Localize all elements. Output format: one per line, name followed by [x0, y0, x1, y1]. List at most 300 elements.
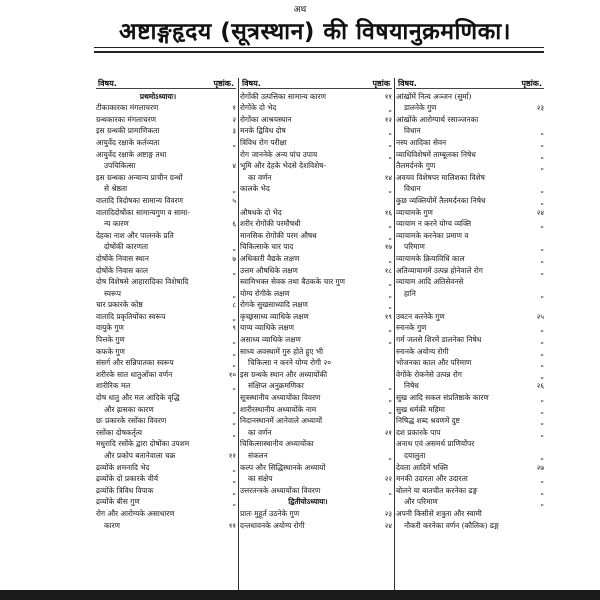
entry-page-number: „: [232, 499, 236, 508]
index-entry: [396, 484, 544, 496]
entry-page-number: „: [232, 348, 236, 357]
index-entry: [240, 519, 392, 531]
entry-subject: औषधके दो भेद: [240, 207, 282, 217]
entry-page-number: „: [232, 464, 236, 473]
entry-subject: रसोंका दोषकर्तृत्व: [96, 427, 142, 437]
entry-page-number: „: [232, 418, 236, 427]
index-columns: [96, 78, 544, 596]
index-entry: [96, 113, 236, 125]
index-entry: [96, 415, 236, 427]
index-entry: [96, 473, 236, 485]
entry-page-number: ५: [232, 196, 236, 205]
entry-subject: व्याधिविशेषमें ताम्बूलका निषेध: [396, 149, 476, 159]
entry-page-number: „: [540, 406, 544, 415]
entry-page-number: ८: [232, 301, 236, 310]
entry-subject: से श्रेष्ठता: [104, 184, 128, 194]
entry-subject: सुख आदि सकल संप्रतिष्ठाके कारण: [396, 393, 489, 403]
entry-page-number: „: [540, 487, 544, 496]
index-entry: [96, 125, 236, 137]
entry-page-number: „: [540, 151, 544, 160]
entry-subject: व्यायामके गुण: [396, 207, 433, 217]
entry-subject: द्रव्योंके दो प्रकारके वीर्य: [96, 474, 159, 484]
entry-subject: रोगोंकी उत्पत्तिका सामान्य कारण: [240, 91, 326, 101]
entry-page-number: २१: [384, 428, 392, 437]
index-column-1: [96, 78, 236, 596]
entry-page-number: ११: [384, 92, 392, 101]
index-entry: [96, 171, 236, 183]
index-entry: [240, 333, 392, 345]
entry-subject: और परिमाण: [404, 497, 438, 507]
page-title: अष्टाङ्गहृदय (सूत्रस्थान) की विषयानुक्रमणिका।: [119, 19, 511, 45]
entry-subject: अधिकारी वैद्यके लक्षण: [240, 253, 300, 263]
index-entry: [396, 264, 544, 276]
entry-subject: डालनेके गुण: [404, 103, 437, 113]
index-entry: [396, 113, 544, 125]
index-entry: [396, 171, 544, 183]
entry-list: [96, 90, 236, 531]
entry-page-number: „: [232, 290, 236, 299]
index-entry: [396, 322, 544, 334]
index-entry: [396, 473, 544, 485]
entry-page-number: „: [388, 290, 392, 299]
entry-subject: उपचिकित्सा: [104, 161, 136, 171]
entry-page-number: „: [388, 395, 392, 404]
index-entry: [240, 473, 392, 485]
entry-subject: मधुरादि रसोंके द्वारा दोषोंका उपशम: [96, 439, 190, 449]
entry-list: [240, 90, 392, 531]
heading-subject: विषय.: [398, 79, 417, 88]
entry-page-number: ३: [232, 127, 236, 136]
index-column-2: [240, 78, 392, 596]
entry-page-number: „: [388, 453, 392, 461]
index-entry: [96, 136, 236, 148]
index-entry: [240, 148, 392, 160]
entry-subject: निषेध: [404, 381, 419, 391]
entry-subject: न्य कारण: [104, 219, 129, 229]
entry-subject: का वर्णन: [248, 427, 272, 437]
index-column-3: [396, 78, 544, 596]
index-entry: [240, 276, 392, 288]
index-entry: [96, 299, 236, 311]
title-double-rule: [94, 51, 544, 53]
index-entry: [96, 333, 236, 345]
entry-subject: व्यायाम आदि अतिसेवनसे: [396, 277, 464, 287]
index-entry: [396, 252, 544, 264]
entry-subject: कफके गुण: [96, 346, 125, 356]
index-entry: [96, 507, 236, 519]
index-entry: [396, 299, 544, 311]
entry-subject: रोगोंके दो भेद: [240, 103, 277, 113]
index-entry: [96, 102, 236, 114]
entry-subject: दोषोंके निवास स्थान: [96, 253, 149, 263]
index-entry: [396, 194, 544, 206]
entry-page-number: „: [540, 395, 544, 404]
entry-subject: वातादि त्रिदोषका सामान्य विवरण: [96, 195, 183, 205]
entry-page-number: „: [388, 128, 392, 137]
scan-bottom-edge: [0, 590, 600, 600]
entry-subject: द्रव्योंके बीस गुण: [96, 497, 140, 507]
entry-page-number: १०: [228, 370, 236, 379]
index-entry: [396, 90, 544, 102]
index-entry: [96, 357, 236, 369]
entry-page-number: „: [232, 476, 236, 485]
index-entry: [96, 252, 236, 264]
entry-subject: रोगोंका आश्रयस्थान: [240, 114, 292, 124]
entry-subject: भूमि और देहके भेदसे देशविशेष-: [240, 161, 327, 171]
index-entry: [396, 357, 544, 369]
entry-subject: स्नानके अयोग्य रोगी: [396, 346, 449, 356]
index-entry: [396, 276, 544, 288]
entry-page-number: २७: [536, 463, 544, 472]
entry-subject: स्नानके गुण: [396, 323, 427, 333]
entry-subject: विधान: [404, 126, 421, 136]
entry-page-number: २२: [384, 475, 392, 484]
column-heading: [240, 78, 392, 89]
entry-subject: उबटन करनेके गुण: [396, 311, 445, 321]
index-entry: [240, 322, 392, 334]
entry-subject: आयुर्वेद रक्षाके अष्टाङ्ग तथा: [96, 149, 167, 159]
index-entry: [240, 218, 392, 230]
entry-subject: हानि: [404, 288, 416, 298]
entry-subject: इस ग्रन्थकी प्रामाणिकता: [96, 126, 160, 136]
entry-subject: योग्य रोगीके लक्षण: [240, 288, 290, 298]
index-entry: [240, 403, 392, 415]
index-entry: [96, 183, 236, 195]
entry-subject: दोषोंके निवास काल: [96, 265, 149, 275]
entry-page-number: २३: [536, 104, 544, 113]
entry-page-number: „: [388, 383, 392, 392]
index-entry: [240, 125, 392, 137]
index-entry: [396, 160, 544, 172]
entry-subject: दयालुता: [404, 451, 426, 460]
entry-page-number: „: [540, 139, 544, 148]
entry-subject: शारीरस्थानीय अध्यायोंके नाम: [240, 404, 317, 414]
entry-subject: विधान: [404, 184, 421, 194]
index-entry: [396, 241, 544, 253]
index-entry: [96, 438, 236, 450]
entry-page-number: „: [540, 348, 544, 357]
entry-subject: व्यायामके करनेका प्रमाण व: [396, 230, 469, 240]
entry-page-number: १६: [384, 208, 392, 217]
entry-page-number: „: [232, 406, 236, 415]
entry-page-number: „: [388, 337, 392, 346]
index-entry: [96, 206, 236, 218]
entry-subject: याप्य व्याधिके लक्षण: [240, 323, 294, 333]
entry-page-number: „: [540, 244, 544, 253]
entry-subject: संकलन: [248, 451, 268, 460]
entry-subject: शारीरिक मल: [96, 381, 131, 391]
entry-subject: का संक्षेप: [248, 474, 273, 484]
entry-subject: स्वरूप: [104, 288, 121, 298]
index-entry: [240, 194, 392, 206]
entry-page-number: २४: [536, 208, 544, 217]
entry-subject: आयुर्वेद रक्षाके कर्तव्यता: [96, 137, 160, 147]
entry-subject: प्रथमोऽध्यायः।: [139, 91, 177, 101]
index-entry: [96, 403, 236, 415]
entry-page-number: „: [540, 429, 544, 438]
entry-subject: द्रव्योंके त्रिविध विपाक: [96, 485, 154, 495]
entry-list: [396, 90, 544, 531]
index-entry: [240, 310, 392, 322]
entry-page-number: „: [388, 105, 392, 114]
index-entry: [240, 415, 392, 427]
entry-subject: निदानस्थानमें आनेवाले अध्यायों: [240, 416, 323, 426]
index-entry: [396, 206, 544, 218]
entry-page-number: २६: [536, 382, 544, 391]
entry-subject: व्यायामके क्रियाविधि काल: [396, 253, 465, 263]
index-entry: [96, 160, 236, 172]
entry-page-number: „: [232, 429, 236, 438]
entry-page-number: „: [388, 487, 392, 496]
entry-page-number: „: [388, 151, 392, 160]
entry-subject: ग्रन्थकारका मंगलाचरण: [96, 114, 156, 124]
entry-subject: दश प्रकारके पाप: [396, 427, 441, 437]
index-entry: [396, 310, 544, 322]
index-entry: [396, 449, 544, 461]
column-heading: [396, 78, 544, 89]
entry-page-number: ६: [232, 220, 236, 229]
index-entry: [96, 368, 236, 380]
entry-subject: परिमाण: [404, 242, 425, 252]
entry-subject: देवता आदिमें भक्ति: [396, 462, 448, 472]
index-entry: [240, 426, 392, 438]
index-entry: [396, 415, 544, 427]
entry-page-number: „: [540, 163, 544, 172]
entry-page-number: १४: [384, 173, 392, 182]
index-entry: [240, 507, 392, 519]
entry-subject: नस्य आदिका सेवन: [396, 137, 447, 147]
index-entry: [396, 496, 544, 508]
entry-subject: स्वामिभक्त सेवक तथा बैठकके चार गुण: [240, 277, 345, 287]
index-entry: [396, 403, 544, 415]
index-entry: [96, 391, 236, 403]
entry-subject: अवयव विशेषपर मालिशका विशेष: [396, 172, 485, 182]
entry-subject: कल्प और सिद्धिस्थानके अध्यायों: [240, 462, 326, 472]
entry-subject: दोष धातु और मल आदिके वृद्धि: [96, 393, 180, 403]
header-small-word: अथ: [293, 5, 307, 15]
entry-subject: शरीरके सात धातुओंका वर्णन: [96, 369, 173, 379]
entry-subject: और ह्रासका कारण: [104, 404, 154, 414]
entry-subject: इस ग्रन्थके स्थान और अध्यायोंकी: [240, 369, 328, 379]
entry-subject: रोग जाननेके अन्य पांच उपाय: [240, 149, 318, 159]
entry-subject: छः प्रकारके रसोंका विवरण: [96, 416, 167, 426]
entry-page-number: „: [540, 499, 544, 508]
entry-page-number: „: [540, 186, 544, 195]
index-entry: [96, 461, 236, 473]
entry-subject: द्रव्योंके शमनादि भेद: [96, 462, 150, 472]
heading-page: पृष्ठांक: [372, 79, 390, 88]
index-entry: [240, 368, 392, 380]
column-divider: [394, 78, 395, 596]
entry-subject: वेगोंके रोकनेसे उत्पन्न रोग: [396, 369, 462, 379]
index-entry: [96, 322, 236, 334]
entry-subject: आंखोंके आरोग्यार्थ रसाञ्जनका: [396, 114, 479, 124]
index-entry: [96, 276, 236, 288]
entry-page-number: „: [232, 383, 236, 392]
entry-subject: उत्तरतन्त्रके अध्यायोंका विवरण: [240, 485, 321, 495]
entry-subject: दोष विशेषसे आहारादिका विशेषादि: [96, 277, 189, 287]
entry-page-number: „: [540, 325, 544, 334]
entry-subject: प्रातः मुहूर्त उठनेके गुण: [240, 508, 300, 518]
index-entry: [396, 438, 544, 450]
entry-subject: वातादि प्रकृतियोंका स्वरूप: [96, 311, 166, 321]
entry-page-number: „: [540, 453, 544, 461]
index-entry: [240, 391, 392, 403]
entry-subject: मानसिक रोगोंकी परम औषध: [240, 230, 317, 240]
index-entry: [396, 345, 544, 357]
index-entry: [240, 438, 392, 450]
entry-page-number: ११: [228, 452, 236, 460]
index-entry: [240, 287, 392, 299]
index-entry: [240, 183, 392, 195]
entry-subject: गर्म जलसे शिरमें डालनेका निषेध: [396, 335, 482, 345]
index-entry: [96, 310, 236, 322]
index-entry: [396, 218, 544, 230]
heading-page: पृष्ठांक.: [521, 79, 542, 88]
entry-page-number: „: [540, 371, 544, 380]
entry-subject: आंखोंमें नित्य अञ्जन (सुर्मा): [396, 91, 472, 101]
index-entry: [396, 229, 544, 241]
index-entry: [240, 357, 392, 369]
entry-page-number: १२: [384, 115, 392, 124]
entry-page-number: ९: [232, 324, 236, 333]
index-entry: [240, 136, 392, 148]
index-entry: [96, 194, 236, 206]
index-entry: [396, 148, 544, 160]
entry-subject: त्रिविध रोग परीक्षा: [240, 137, 287, 147]
entry-page-number: २३: [384, 509, 392, 518]
entry-subject: कालके भेद: [240, 184, 270, 194]
entry-subject: सुख धर्मकी महिमा: [396, 404, 445, 414]
entry-page-number: „: [232, 267, 236, 276]
index-entry: [240, 484, 392, 496]
entry-page-number: „: [232, 139, 236, 148]
entry-page-number: „: [540, 255, 544, 264]
entry-subject: चिकित्सास्थानीय अध्यायोंका: [240, 439, 314, 449]
index-entry: [396, 461, 544, 473]
entry-subject: असाध्य व्याधिके लक्षण: [240, 335, 301, 345]
entry-page-number: „: [388, 325, 392, 334]
index-entry: [96, 264, 236, 276]
entry-subject: रोगके सुखसाध्यादि लक्षण: [240, 300, 308, 310]
entry-subject: चार प्रकारके कोष्ठ: [96, 300, 143, 310]
heading-page: पृष्ठांक.: [213, 79, 234, 88]
entry-page-number: „: [232, 337, 236, 346]
entry-subject: रोग और आरोग्यके असाधारण: [96, 508, 175, 518]
entry-subject: चिकित्साके चार पाद: [240, 242, 294, 252]
entry-subject: वातादिदोषोंका सामान्यगुण व सामा-: [96, 207, 190, 217]
index-entry: [396, 287, 544, 299]
index-entry: [396, 507, 544, 519]
entry-page-number: „: [232, 313, 236, 322]
entry-subject: अनाथ एवं असमर्थ प्राणियोंपर: [396, 439, 475, 449]
entry-page-number: „: [540, 267, 544, 276]
entry-subject: अपनी किसीसे शत्रुता और स्वामी: [396, 508, 482, 518]
entry-page-number: ७: [232, 254, 236, 263]
entry-subject: नौकरी करनेका वर्णन (कौलिक) ढङ्ग: [404, 520, 499, 530]
index-entry: [396, 102, 544, 114]
entry-page-number: „: [388, 232, 392, 241]
entry-subject: तैलमर्दनके गुण: [396, 161, 436, 171]
entry-page-number: „: [540, 476, 544, 485]
entry-subject: का वर्णन: [248, 172, 272, 182]
heading-subject: विषय.: [242, 79, 261, 88]
entry-page-number: „: [540, 221, 544, 230]
entry-page-number: „: [388, 139, 392, 148]
entry-page-number: „: [232, 244, 236, 253]
index-entry: [96, 449, 236, 461]
index-entry: [240, 206, 392, 218]
entry-page-number: „: [388, 406, 392, 415]
entry-subject: दन्तधावनके अयोग्य रोगी: [240, 520, 305, 530]
entry-subject: अतिव्यायाममें उत्पन्न होनेवाले रोग: [396, 265, 483, 275]
index-entry: [396, 183, 544, 195]
entry-subject: संसर्ग और सन्निपातका स्वरूप: [96, 358, 174, 368]
entry-subject: सूत्रस्थानीय अध्यायोंका विवरण: [240, 393, 321, 403]
entry-subject: कारण: [104, 520, 120, 530]
entry-page-number: १९: [384, 312, 392, 321]
index-entry: [396, 380, 544, 392]
index-entry: [240, 160, 392, 172]
index-entry: [96, 241, 236, 253]
entry-page-number: ११: [228, 521, 236, 530]
entry-subject: और प्रकोप बतानेवाला चक्र: [104, 451, 176, 460]
index-entry: [396, 391, 544, 403]
entry-subject: शरीर रोगोंकी परमौषधी: [240, 219, 301, 229]
index-entry: [96, 229, 236, 241]
entry-page-number: „: [232, 186, 236, 195]
index-entry: [396, 368, 544, 380]
entry-page-number: १७: [384, 243, 392, 252]
index-entry: [96, 519, 236, 531]
entry-subject: उत्तम औषधिके लक्षण: [240, 265, 298, 275]
index-entry: [96, 496, 236, 508]
index-entry: [240, 171, 392, 183]
entry-page-number: १: [232, 104, 236, 113]
index-entry: [96, 287, 236, 299]
entry-subject: द्वितीयोऽध्यायः।: [288, 497, 328, 507]
entry-page-number: „: [540, 360, 544, 369]
entry-subject: पित्तके गुण: [96, 335, 125, 345]
entry-subject: मनके द्विविध दोष: [240, 126, 286, 136]
entry-subject: दोषोंकी कारणता: [104, 242, 149, 252]
entry-subject: बोलने या बातचीत करनेका ढङ्ग: [396, 485, 478, 495]
entry-page-number: „: [540, 337, 544, 346]
entry-page-number: „: [540, 197, 544, 206]
index-entry: [96, 426, 236, 438]
entry-subject: टीकाकारका मंगलाचरण: [96, 103, 159, 113]
entry-subject: चिकित्सा न करने योग्य रोगी २०: [248, 358, 332, 368]
column-divider: [238, 78, 239, 596]
entry-page-number: „: [388, 255, 392, 264]
index-entry: [240, 102, 392, 114]
index-entry: [96, 218, 236, 230]
entry-page-number: १८: [384, 266, 392, 275]
entry-page-number: „: [540, 128, 544, 137]
index-entry: [96, 148, 236, 160]
chapter-heading: [96, 90, 236, 102]
entry-page-number: „: [388, 279, 392, 288]
column-heading: [96, 78, 236, 89]
index-entry: [396, 519, 544, 531]
entry-subject: कुछ व्यक्तियोंमें तैलमर्दनका निषेध: [396, 195, 486, 205]
entry-subject: भोजनका काल और परिमाण: [396, 358, 472, 368]
entry-page-number: २४: [384, 521, 392, 530]
entry-subject: देहका नाश और पालनके प्रति: [96, 230, 174, 240]
index-entry: [240, 449, 392, 461]
entry-subject: मनकी उदारता और उदारता: [396, 474, 468, 484]
index-entry: [396, 333, 544, 345]
